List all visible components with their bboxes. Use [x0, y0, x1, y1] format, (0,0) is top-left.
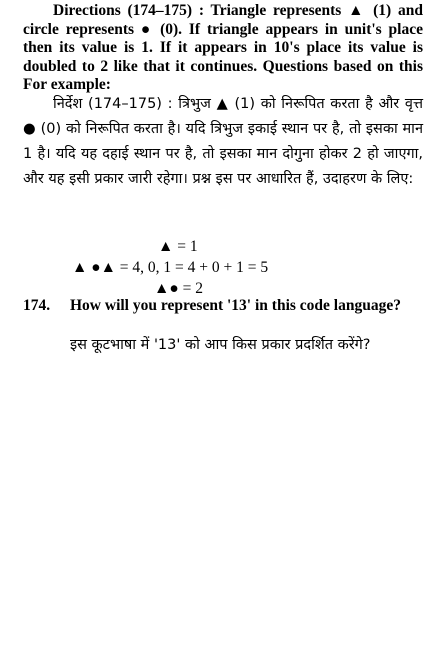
question-hindi: इस कूटभाषा में '13' को आप किस प्रकार प्रदर्शित करेंगे?	[70, 337, 371, 353]
question-english: How will you represent '13' in this code language?	[70, 297, 401, 314]
directions-hindi: निर्देश (174–175) : त्रिभुज ▲ (1) को निरूपित करता है और वृत्त ● (0) को निरूपित करता है। यदि त्रिभुज इकाई स्थान पर है, तो इसका मान 1 है। यदि यह दहाई स्थान पर है, तो इसका मान दोगुना होकर 2 हो जाएगा, और यह इसी प्रकार जारी रहेगा। प्रश्न इस पर आधारित हैं, उदाहरण के लिए:	[23, 96, 423, 187]
example-line-3: ▲● = 2	[154, 280, 203, 297]
example-line-2: ▲ ●▲ = 4, 0, 1 = 4 + 0 + 1 = 5	[72, 259, 269, 276]
directions-english: Directions (174–175) : Triangle represents ▲ (1) and circle represents ● (0). If triangle appears in unit's place then its value is 1. If it appears in 10's place its value is doubled to 2 like that it continues. Questions based on this For example:	[23, 2, 423, 93]
example-line-1: ▲ = 1	[158, 238, 198, 255]
question-number: 174.	[23, 297, 51, 314]
